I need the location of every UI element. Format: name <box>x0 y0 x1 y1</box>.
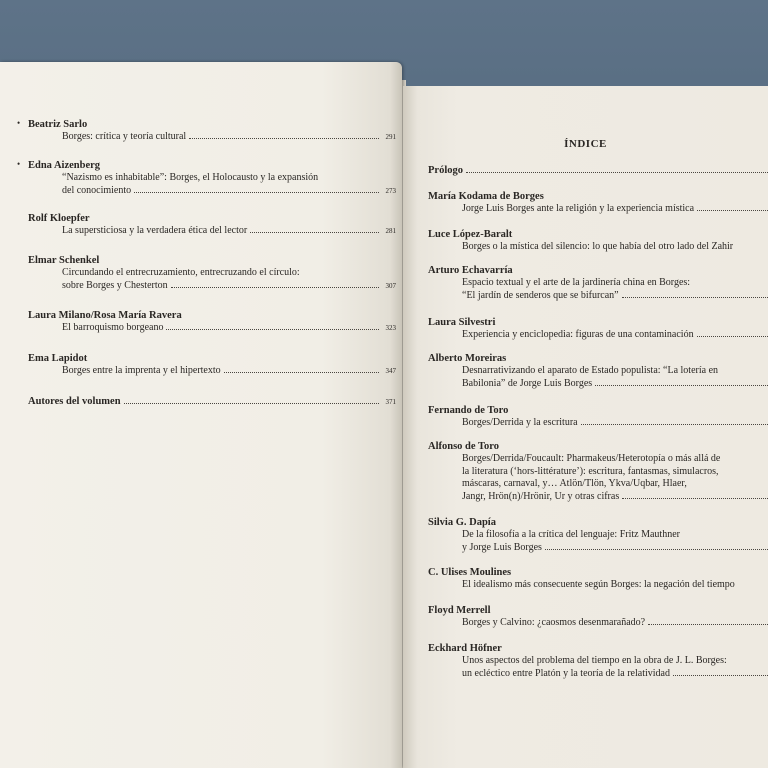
entry-author: Rolf Kloepfer <box>28 213 90 224</box>
toc-entry <box>428 316 768 342</box>
dot-leader <box>673 675 768 676</box>
entry-title-line: máscaras, carnaval, y… Atlön/Tlön, Ykva/Uqbar, Hlaer, <box>462 478 687 489</box>
dot-leader <box>622 297 768 298</box>
dot-leader <box>595 385 768 386</box>
entry-title-line: Borges/Derrida/Foucault: Pharmakeus/Heterotopía o más allá de <box>462 453 721 464</box>
bullet-mark: • <box>17 118 21 128</box>
entry-title-line: Jorge Luis Borges ante la religión y la experiencia mística <box>428 203 768 216</box>
entry-title-line: Experiencia y enciclopedia: figuras de una contaminación <box>428 329 768 342</box>
entry-author: C. Ulises Moulines <box>428 567 512 578</box>
page-number: 347 <box>385 367 396 375</box>
dot-leader <box>697 210 768 211</box>
dot-leader <box>466 172 768 173</box>
dot-leader <box>134 192 379 193</box>
toc-entry <box>28 352 396 378</box>
dot-leader <box>166 329 379 330</box>
entry-title-line: un ecléctico entre Platón y la teoría de la relatividad <box>428 668 768 681</box>
toc-entry <box>428 190 768 216</box>
toc-entry <box>17 159 396 197</box>
toc-entry <box>428 642 768 680</box>
entry-author: Laura Silvestri <box>428 317 496 328</box>
toc-entry <box>28 212 396 238</box>
page-number: 307 <box>385 281 396 290</box>
entry-author: Laura Milano/Rosa María Ravera <box>28 310 182 321</box>
dot-leader <box>171 287 379 288</box>
entry-author: Luce López-Baralt <box>428 229 513 240</box>
entry-author-line: Prólogo <box>428 164 768 177</box>
right-page-content <box>428 86 768 768</box>
left-page <box>0 62 402 768</box>
entry-author: Arturo Echavarría <box>428 265 513 276</box>
dot-leader <box>648 624 768 625</box>
toc-entry <box>428 516 768 554</box>
entry-title-line: la literatura (‘hors-littérature’): escritura, fantasmas, simulacros, <box>462 465 719 477</box>
dot-leader <box>250 232 379 233</box>
page-number: 371 <box>385 398 396 406</box>
entry-title-line: El barroquismo borgeano 323 <box>62 322 396 333</box>
entry-title-line: Desnarrativizando el aparato de Estado populista: “La lotería en <box>462 365 719 376</box>
toc-entry-authors <box>28 395 396 409</box>
toc-entry <box>17 118 396 144</box>
entry-title-line: Borges entre la imprenta y el hipertexto 347 <box>62 365 396 376</box>
page-number: 273 <box>385 186 396 195</box>
toc-entry <box>428 604 768 630</box>
entry-title-line: Borges y Calvino: ¿caosmos desenmarañado? <box>428 617 768 630</box>
entry-author: Alberto Moreiras <box>428 353 507 364</box>
bullet-mark: • <box>17 159 21 169</box>
entry-title-line: “El jardín de senderos que se bifurcan” <box>428 290 768 303</box>
dot-leader <box>124 403 379 404</box>
entry-title-line: Borges o la mística del silencio: lo que había del otro lado del Zahir <box>462 241 734 252</box>
toc-entry <box>428 228 768 254</box>
entry-title-line: Circundando el entrecruzamiento, entrecruzando el círculo: <box>62 267 300 278</box>
page-title: ÍNDICE <box>564 138 607 150</box>
entry-title-line: Borges/Derrida y la escritura <box>428 417 768 430</box>
toc-entry <box>28 309 396 335</box>
dot-leader <box>581 424 768 425</box>
entry-title-line: Unos aspectos del problema del tiempo en la obra de J. L. Borges: <box>462 655 727 666</box>
entry-title-line: y Jorge Luis Borges <box>428 542 768 555</box>
entry-author: Silvia G. Dapía <box>428 517 496 528</box>
entry-title-line: La supersticiosa y la verdadera ética del lector 281 <box>62 225 396 236</box>
entry-title-line: Borges: crítica y teoría cultural 291 <box>62 131 396 142</box>
page-number: 291 <box>385 133 396 141</box>
toc-entry <box>428 404 768 430</box>
toc-entry <box>428 352 768 390</box>
toc-entry <box>428 566 768 592</box>
right-page <box>403 86 768 768</box>
dot-leader <box>224 372 379 373</box>
entry-author: Elmar Schenkel <box>28 255 100 266</box>
dot-leader <box>189 138 379 139</box>
entry-title-line: sobre Borges y Chesterton 307 <box>62 279 396 291</box>
entry-author: Eckhard Höfner <box>428 643 502 654</box>
entry-title-line: “Nazismo es inhabitable”: Borges, el Holocausto y la expansión <box>62 172 319 183</box>
toc-entry <box>428 440 768 503</box>
entry-title-line: De la filosofía a la crítica del lenguaje: Fritz Mauthner <box>462 529 680 540</box>
dot-leader <box>545 549 768 550</box>
entry-title-line: del conocimiento 273 <box>62 184 396 196</box>
page-number: 323 <box>385 324 396 332</box>
toc-entry <box>28 254 396 292</box>
entry-author: Fernando de Toro <box>428 405 509 416</box>
page-number: 281 <box>385 227 396 235</box>
toc-entry <box>428 264 768 302</box>
entry-title-line: Espacio textual y el arte de la jardinería china en Borges: <box>462 277 691 288</box>
entry-title-line: El idealismo más consecuente según Borges: la negación del tiempo <box>462 579 735 590</box>
dot-leader <box>622 498 768 499</box>
entry-author: María Kodama de Borges <box>428 191 544 202</box>
entry-author: Floyd Merrell <box>428 605 491 616</box>
entry-author-line: Autores del volumen 371 <box>28 396 396 407</box>
entry-author: Beatriz Sarlo <box>28 119 88 130</box>
entry-author: Edna Aizenberg <box>28 160 101 171</box>
entry-title-line: Babilonia” de Jorge Luis Borges <box>428 378 768 391</box>
entry-title-line: Jangr, Hrön(n)/Hrönir, Ur y otras cifras <box>428 491 768 504</box>
dot-leader <box>697 336 768 337</box>
entry-author: Ema Lapidot <box>28 353 88 364</box>
toc-entry-prologue <box>428 164 768 177</box>
entry-author: Alfonso de Toro <box>428 441 499 452</box>
